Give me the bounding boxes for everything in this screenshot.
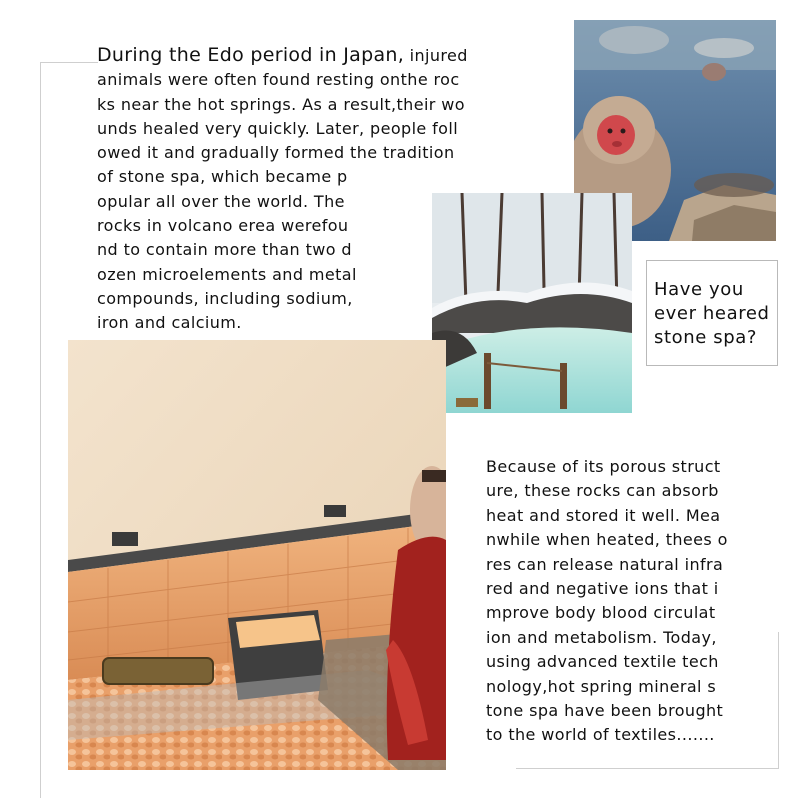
second-paragraph <box>486 455 766 748</box>
intro-line: compounds, including sodium, <box>97 288 353 308</box>
intro-line: owed it and gradually formed the tradition <box>97 143 455 163</box>
second-line: to the world of textiles....... <box>486 725 715 745</box>
frame-line-bottom-right <box>516 768 779 769</box>
intro-line: ks near the hot springs. As a result,their wo <box>97 94 465 114</box>
salt-spa-photo <box>68 340 446 770</box>
intro-line: injured <box>409 46 468 65</box>
intro-line: iron and calcium. <box>97 313 242 333</box>
second-line: ion and metabolism. Today, <box>486 627 717 647</box>
intro-line: animals were often found resting onthe roc <box>97 70 460 90</box>
intro-line: ozen microelements and metal <box>97 264 357 284</box>
frame-line-right <box>778 632 779 768</box>
question-line: Have you <box>654 279 744 300</box>
second-line: heat and stored it well. Mea <box>486 505 721 525</box>
intro-line: rocks in volcano erea werefou <box>97 216 349 236</box>
question-line: ever heared <box>654 303 770 324</box>
second-line: ure, these rocks can absorb <box>486 481 719 501</box>
frame-line-top-left <box>40 62 98 63</box>
question-box <box>646 260 778 366</box>
intro-line: of stone spa, which became p <box>97 167 348 187</box>
second-line: Because of its porous struct <box>486 457 721 476</box>
second-line: mprove body blood circulat <box>486 603 716 623</box>
second-line: using advanced textile tech <box>486 652 719 672</box>
intro-line: opular all over the world. The <box>97 191 345 211</box>
intro-first-line <box>97 43 542 68</box>
second-line: nwhile when heated, thees o <box>486 530 728 550</box>
second-line: tone spa have been brought <box>486 701 724 721</box>
frame-line-left <box>40 62 41 798</box>
second-line: res can release natural infra <box>486 554 724 574</box>
intro-lead: During the Edo period in Japan, <box>97 44 405 66</box>
snowy-onsen-photo <box>432 193 632 413</box>
intro-line: unds healed very quickly. Later, people foll <box>97 118 459 138</box>
snowy-onsen-illustration <box>432 193 632 413</box>
salt-spa-illustration <box>68 340 446 770</box>
second-line: nology,hot spring mineral s <box>486 676 717 696</box>
second-line: red and negative ions that i <box>486 579 719 599</box>
question-line: stone spa? <box>654 327 758 348</box>
intro-line: nd to contain more than two d <box>97 240 352 260</box>
